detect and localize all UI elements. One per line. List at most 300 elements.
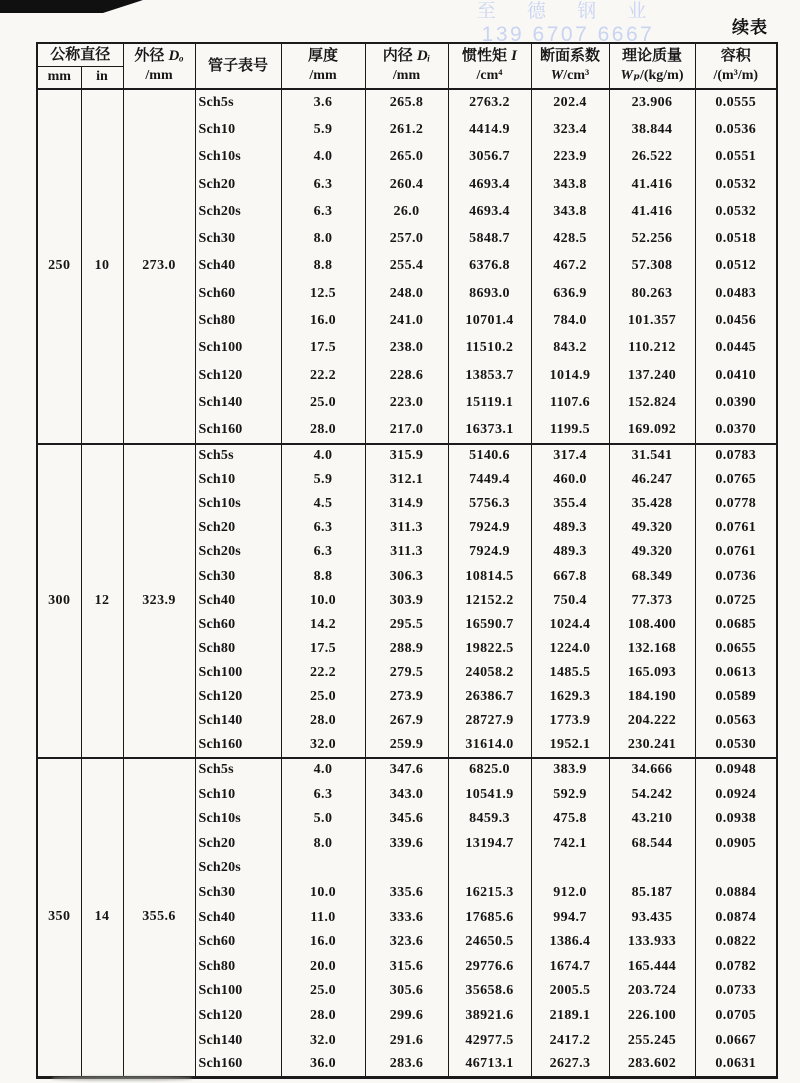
cell-schedule: Sch30 [195, 565, 281, 589]
cell-schedule: Sch10 [195, 468, 281, 492]
scan-corner-artifact [0, 0, 143, 13]
cell-thickness: 25.0 [281, 389, 365, 416]
table-header [37, 43, 777, 89]
cell-inner-diameter: 311.3 [365, 540, 448, 564]
cell-volume: 0.0551 [695, 144, 777, 171]
table-row [37, 444, 777, 468]
cell-section-modulus: 667.8 [531, 565, 609, 589]
cell-schedule: Sch5s [195, 758, 281, 783]
cell-inner-diameter: 312.1 [365, 468, 448, 492]
cell-thickness: 22.2 [281, 661, 365, 685]
table-body [37, 89, 777, 1077]
cell-section-modulus: 1014.9 [531, 362, 609, 389]
cell-schedule: Sch10s [195, 144, 281, 171]
cell-inner-diameter: 241.0 [365, 307, 448, 334]
cell-mass: 133.933 [609, 930, 695, 955]
cell-inner-diameter: 315.9 [365, 444, 448, 468]
cell-mass: 68.349 [609, 565, 695, 589]
cell-thickness: 8.0 [281, 831, 365, 856]
cell-thickness: 10.0 [281, 881, 365, 906]
cell-inner-diameter: 265.8 [365, 89, 448, 116]
cell-thickness: 22.2 [281, 362, 365, 389]
cell-inner-diameter: 267.9 [365, 709, 448, 733]
cell-mass: 23.906 [609, 89, 695, 116]
cell-mass: 165.093 [609, 661, 695, 685]
cell-inertia: 16373.1 [448, 417, 531, 444]
col-header-inner-diameter: 内径 Dᵢ /mm [365, 43, 448, 89]
cell-mass: 46.247 [609, 468, 695, 492]
cell-thickness: 16.0 [281, 307, 365, 334]
cell-inertia: 3056.7 [448, 144, 531, 171]
cell-volume: 0.0512 [695, 253, 777, 280]
cell-mass: 43.210 [609, 807, 695, 832]
cell-section-modulus: 750.4 [531, 589, 609, 613]
cell-inner-diameter: 279.5 [365, 661, 448, 685]
cell-thickness: 17.5 [281, 637, 365, 661]
cell-schedule: Sch10 [195, 116, 281, 143]
cell-inner-diameter: 223.0 [365, 389, 448, 416]
cell-schedule: Sch20s [195, 856, 281, 881]
cell-volume: 0.0761 [695, 540, 777, 564]
cell-inner-diameter: 299.6 [365, 1004, 448, 1029]
cell-dn-in: 14 [81, 758, 123, 1078]
cell-inner-diameter: 265.0 [365, 144, 448, 171]
cell-thickness: 4.0 [281, 444, 365, 468]
cell-volume: 0.0705 [695, 1004, 777, 1029]
cell-volume: 0.0765 [695, 468, 777, 492]
cell-volume: 0.0884 [695, 881, 777, 906]
cell-inner-diameter: 343.0 [365, 782, 448, 807]
col-header-mm: mm [37, 66, 81, 89]
cell-mass: 57.308 [609, 253, 695, 280]
cell-inertia: 26386.7 [448, 685, 531, 709]
cell-inertia: 29776.6 [448, 954, 531, 979]
cell-volume: 0.0822 [695, 930, 777, 955]
cell-section-modulus: 489.3 [531, 540, 609, 564]
cell-section-modulus: 343.8 [531, 198, 609, 225]
cell-section-modulus: 1024.4 [531, 613, 609, 637]
cell-section-modulus: 742.1 [531, 831, 609, 856]
cell-mass: 137.240 [609, 362, 695, 389]
col-header-section-modulus: 断面系数 W/cm³ [531, 43, 609, 89]
cell-section-modulus: 223.9 [531, 144, 609, 171]
cell-schedule: Sch80 [195, 637, 281, 661]
cell-inner-diameter: 347.6 [365, 758, 448, 783]
cell-thickness: 8.8 [281, 253, 365, 280]
cell-schedule: Sch60 [195, 930, 281, 955]
scan-smudge-artifact [52, 1076, 192, 1081]
cell-inner-diameter: 26.0 [365, 198, 448, 225]
cell-thickness: 16.0 [281, 930, 365, 955]
section-symbol: W [550, 67, 564, 83]
cell-inner-diameter: 314.9 [365, 492, 448, 516]
cell-inner-diameter: 323.6 [365, 930, 448, 955]
cell-mass: 34.666 [609, 758, 695, 783]
cell-thickness: 11.0 [281, 905, 365, 930]
cell-section-modulus: 1199.5 [531, 417, 609, 444]
cell-thickness: 5.9 [281, 468, 365, 492]
cell-inner-diameter: 259.9 [365, 734, 448, 758]
cell-inertia: 13194.7 [448, 831, 531, 856]
cell-inner-diameter: 288.9 [365, 637, 448, 661]
cell-section-modulus: 1629.3 [531, 685, 609, 709]
cell-section-modulus: 489.3 [531, 516, 609, 540]
cell-mass: 226.100 [609, 1004, 695, 1029]
cell-section-modulus [531, 856, 609, 881]
cell-thickness: 4.5 [281, 492, 365, 516]
cell-mass: 77.373 [609, 589, 695, 613]
cell-volume: 0.0761 [695, 516, 777, 540]
cell-inertia: 4693.4 [448, 171, 531, 198]
cell-section-modulus: 343.8 [531, 171, 609, 198]
cell-section-modulus: 355.4 [531, 492, 609, 516]
cell-inner-diameter: 283.6 [365, 1053, 448, 1078]
cell-inner-diameter: 305.6 [365, 979, 448, 1004]
cell-inner-diameter: 345.6 [365, 807, 448, 832]
cell-mass: 80.263 [609, 280, 695, 307]
cell-section-modulus: 843.2 [531, 335, 609, 362]
cell-volume: 0.0518 [695, 225, 777, 252]
cell-mass: 101.357 [609, 307, 695, 334]
cell-mass: 31.541 [609, 444, 695, 468]
cell-inertia: 8459.3 [448, 807, 531, 832]
cell-inner-diameter: 248.0 [365, 280, 448, 307]
id-symbol: Dᵢ [416, 48, 431, 65]
cell-schedule: Sch100 [195, 335, 281, 362]
cell-inertia: 17685.6 [448, 905, 531, 930]
cell-inertia: 7449.4 [448, 468, 531, 492]
cell-thickness: 32.0 [281, 1028, 365, 1053]
pipe-dimensions-table [36, 42, 778, 1079]
cell-schedule: Sch40 [195, 905, 281, 930]
cell-thickness: 6.3 [281, 540, 365, 564]
cell-inertia: 11510.2 [448, 335, 531, 362]
cell-volume: 0.0736 [695, 565, 777, 589]
cell-inertia: 10814.5 [448, 565, 531, 589]
cell-inner-diameter: 261.2 [365, 116, 448, 143]
cell-thickness: 28.0 [281, 709, 365, 733]
cell-inner-diameter [365, 856, 448, 881]
cell-inner-diameter: 273.9 [365, 685, 448, 709]
cell-volume: 0.0938 [695, 807, 777, 832]
cell-thickness: 6.3 [281, 198, 365, 225]
cell-thickness: 8.0 [281, 225, 365, 252]
cell-outer-diameter: 355.6 [123, 758, 195, 1078]
cell-section-modulus: 428.5 [531, 225, 609, 252]
cell-volume: 0.0390 [695, 389, 777, 416]
cell-dn-in: 10 [81, 89, 123, 444]
cell-mass: 54.242 [609, 782, 695, 807]
cell-inner-diameter: 335.6 [365, 881, 448, 906]
cell-schedule: Sch100 [195, 661, 281, 685]
cell-schedule: Sch80 [195, 954, 281, 979]
cell-volume: 0.0589 [695, 685, 777, 709]
cell-thickness: 6.3 [281, 171, 365, 198]
col-header-in: in [81, 66, 123, 89]
cell-volume: 0.0536 [695, 116, 777, 143]
cell-mass: 49.320 [609, 516, 695, 540]
cell-schedule: Sch60 [195, 613, 281, 637]
cell-inertia [448, 856, 531, 881]
cell-schedule: Sch30 [195, 225, 281, 252]
cell-volume: 0.0948 [695, 758, 777, 783]
cell-inertia: 13853.7 [448, 362, 531, 389]
cell-schedule: Sch5s [195, 444, 281, 468]
watermark-company: 至 德 钢 业 [476, 1, 660, 22]
cell-mass: 152.824 [609, 389, 695, 416]
cell-mass: 283.602 [609, 1053, 695, 1078]
cell-dn-in: 12 [81, 444, 123, 758]
cell-inner-diameter: 238.0 [365, 335, 448, 362]
cell-section-modulus: 1674.7 [531, 954, 609, 979]
cell-volume [695, 856, 777, 881]
inertia-symbol: I [511, 48, 518, 65]
cell-volume: 0.0613 [695, 661, 777, 685]
cell-volume: 0.0555 [695, 89, 777, 116]
cell-inertia: 8693.0 [448, 280, 531, 307]
cell-volume: 0.0685 [695, 613, 777, 637]
cell-mass: 204.222 [609, 709, 695, 733]
cell-mass: 203.724 [609, 979, 695, 1004]
cell-inner-diameter: 257.0 [365, 225, 448, 252]
cell-section-modulus: 2417.2 [531, 1028, 609, 1053]
cell-inner-diameter: 333.6 [365, 905, 448, 930]
cell-thickness: 4.0 [281, 758, 365, 783]
cell-thickness: 14.2 [281, 613, 365, 637]
cell-schedule: Sch160 [195, 734, 281, 758]
watermark-phone: 139 6707 6667 [481, 23, 655, 46]
cell-section-modulus: 383.9 [531, 758, 609, 783]
cell-inner-diameter: 306.3 [365, 565, 448, 589]
cell-volume: 0.0370 [695, 417, 777, 444]
cell-inner-diameter: 315.6 [365, 954, 448, 979]
cell-mass: 110.212 [609, 335, 695, 362]
cell-inertia: 6376.8 [448, 253, 531, 280]
cell-section-modulus: 1386.4 [531, 930, 609, 955]
cell-mass: 93.435 [609, 905, 695, 930]
cell-section-modulus: 912.0 [531, 881, 609, 906]
cell-mass: 85.187 [609, 881, 695, 906]
cell-schedule: Sch80 [195, 307, 281, 334]
cell-mass: 132.168 [609, 637, 695, 661]
cell-inertia: 28727.9 [448, 709, 531, 733]
col-header-outer-diameter: 外径 Dₒ /mm [123, 43, 195, 89]
cell-section-modulus: 1773.9 [531, 709, 609, 733]
cell-section-modulus: 784.0 [531, 307, 609, 334]
cell-inertia: 24650.5 [448, 930, 531, 955]
cell-mass: 68.544 [609, 831, 695, 856]
cell-section-modulus: 1224.0 [531, 637, 609, 661]
cell-schedule: Sch5s [195, 89, 281, 116]
cell-mass: 26.522 [609, 144, 695, 171]
cell-inertia: 19822.5 [448, 637, 531, 661]
cell-volume: 0.0733 [695, 979, 777, 1004]
cell-inertia: 5140.6 [448, 444, 531, 468]
cell-inner-diameter: 291.6 [365, 1028, 448, 1053]
cell-inner-diameter: 295.5 [365, 613, 448, 637]
cell-inertia: 16215.3 [448, 881, 531, 906]
cell-outer-diameter: 323.9 [123, 444, 195, 758]
cell-thickness: 28.0 [281, 1004, 365, 1029]
cell-volume: 0.0667 [695, 1028, 777, 1053]
cell-thickness: 36.0 [281, 1053, 365, 1078]
cell-schedule: Sch100 [195, 979, 281, 1004]
cell-dn-mm: 350 [37, 758, 81, 1078]
cell-schedule: Sch140 [195, 389, 281, 416]
header-row-1 [37, 43, 777, 66]
cell-schedule: Sch30 [195, 881, 281, 906]
watermark [448, 2, 688, 45]
cell-inertia: 5756.3 [448, 492, 531, 516]
cell-thickness: 5.0 [281, 807, 365, 832]
cell-section-modulus: 467.2 [531, 253, 609, 280]
cell-mass: 52.256 [609, 225, 695, 252]
cell-schedule: Sch120 [195, 685, 281, 709]
cell-thickness: 4.0 [281, 144, 365, 171]
cell-mass: 35.428 [609, 492, 695, 516]
cell-inertia: 4414.9 [448, 116, 531, 143]
continued-table-label: 续表 [732, 18, 768, 37]
cell-mass: 38.844 [609, 116, 695, 143]
col-header-volume: 容积 /(m³/m) [695, 43, 777, 89]
cell-volume: 0.0924 [695, 782, 777, 807]
cell-inner-diameter: 260.4 [365, 171, 448, 198]
cell-inner-diameter: 228.6 [365, 362, 448, 389]
cell-schedule: Sch20 [195, 516, 281, 540]
cell-volume: 0.0532 [695, 171, 777, 198]
cell-section-modulus: 2627.3 [531, 1053, 609, 1078]
cell-mass: 255.245 [609, 1028, 695, 1053]
cell-volume: 0.0530 [695, 734, 777, 758]
cell-section-modulus: 460.0 [531, 468, 609, 492]
cell-volume: 0.0655 [695, 637, 777, 661]
cell-outer-diameter: 273.0 [123, 89, 195, 444]
cell-schedule: Sch10s [195, 807, 281, 832]
cell-inner-diameter: 339.6 [365, 831, 448, 856]
cell-thickness: 10.0 [281, 589, 365, 613]
cell-section-modulus: 2005.5 [531, 979, 609, 1004]
col-header-thickness: 厚度 /mm [281, 43, 365, 89]
col-header-nominal-diameter: 公称直径 [37, 43, 123, 66]
od-symbol: Dₒ [168, 48, 184, 65]
cell-inertia: 35658.6 [448, 979, 531, 1004]
cell-inertia: 15119.1 [448, 389, 531, 416]
cell-inner-diameter: 311.3 [365, 516, 448, 540]
cell-section-modulus: 1485.5 [531, 661, 609, 685]
cell-section-modulus: 317.4 [531, 444, 609, 468]
cell-inertia: 10541.9 [448, 782, 531, 807]
table-row [37, 758, 777, 783]
cell-volume: 0.0410 [695, 362, 777, 389]
cell-volume: 0.0631 [695, 1053, 777, 1078]
cell-inertia: 2763.2 [448, 89, 531, 116]
cell-schedule: Sch160 [195, 417, 281, 444]
cell-inertia: 24058.2 [448, 661, 531, 685]
cell-section-modulus: 475.8 [531, 807, 609, 832]
cell-inertia: 5848.7 [448, 225, 531, 252]
cell-inner-diameter: 303.9 [365, 589, 448, 613]
cell-thickness: 6.3 [281, 516, 365, 540]
cell-thickness: 25.0 [281, 979, 365, 1004]
cell-inertia: 16590.7 [448, 613, 531, 637]
cell-inertia: 46713.1 [448, 1053, 531, 1078]
cell-schedule: Sch20s [195, 198, 281, 225]
cell-inertia: 4693.4 [448, 198, 531, 225]
cell-mass [609, 856, 695, 881]
cell-section-modulus: 1107.6 [531, 389, 609, 416]
cell-thickness [281, 856, 365, 881]
cell-inertia: 7924.9 [448, 516, 531, 540]
cell-mass: 41.416 [609, 198, 695, 225]
table-row [37, 89, 777, 116]
cell-schedule: Sch10s [195, 492, 281, 516]
cell-schedule: Sch40 [195, 253, 281, 280]
cell-inertia: 31614.0 [448, 734, 531, 758]
cell-volume: 0.0483 [695, 280, 777, 307]
cell-schedule: Sch20 [195, 171, 281, 198]
cell-inertia: 10701.4 [448, 307, 531, 334]
cell-section-modulus: 592.9 [531, 782, 609, 807]
cell-mass: 108.400 [609, 613, 695, 637]
cell-thickness: 8.8 [281, 565, 365, 589]
col-header-schedule: 管子表号 [195, 43, 281, 89]
cell-thickness: 12.5 [281, 280, 365, 307]
cell-schedule: Sch60 [195, 280, 281, 307]
cell-thickness: 28.0 [281, 417, 365, 444]
cell-volume: 0.0532 [695, 198, 777, 225]
cell-volume: 0.0783 [695, 444, 777, 468]
cell-section-modulus: 323.4 [531, 116, 609, 143]
cell-volume: 0.0874 [695, 905, 777, 930]
cell-volume: 0.0905 [695, 831, 777, 856]
cell-thickness: 3.6 [281, 89, 365, 116]
cell-section-modulus: 994.7 [531, 905, 609, 930]
col-header-inertia: 惯性矩 I /cm⁴ [448, 43, 531, 89]
cell-schedule: Sch120 [195, 362, 281, 389]
cell-dn-mm: 250 [37, 89, 81, 444]
cell-schedule: Sch140 [195, 1028, 281, 1053]
cell-mass: 41.416 [609, 171, 695, 198]
cell-inertia: 12152.2 [448, 589, 531, 613]
cell-volume: 0.0725 [695, 589, 777, 613]
cell-mass: 169.092 [609, 417, 695, 444]
cell-inertia: 42977.5 [448, 1028, 531, 1053]
cell-schedule: Sch10 [195, 782, 281, 807]
cell-inertia: 38921.6 [448, 1004, 531, 1029]
cell-mass: 49.320 [609, 540, 695, 564]
cell-inner-diameter: 217.0 [365, 417, 448, 444]
cell-section-modulus: 1952.1 [531, 734, 609, 758]
cell-volume: 0.0782 [695, 954, 777, 979]
cell-thickness: 32.0 [281, 734, 365, 758]
cell-thickness: 20.0 [281, 954, 365, 979]
cell-thickness: 25.0 [281, 685, 365, 709]
cell-volume: 0.0445 [695, 335, 777, 362]
cell-mass: 165.444 [609, 954, 695, 979]
cell-schedule: Sch140 [195, 709, 281, 733]
cell-schedule: Sch20s [195, 540, 281, 564]
cell-inner-diameter: 255.4 [365, 253, 448, 280]
cell-thickness: 5.9 [281, 116, 365, 143]
cell-schedule: Sch40 [195, 589, 281, 613]
cell-schedule: Sch120 [195, 1004, 281, 1029]
cell-volume: 0.0456 [695, 307, 777, 334]
col-header-mass: 理论质量 Wₚ/(kg/m) [609, 43, 695, 89]
cell-inertia: 6825.0 [448, 758, 531, 783]
cell-thickness: 17.5 [281, 335, 365, 362]
cell-inertia: 7924.9 [448, 540, 531, 564]
cell-section-modulus: 636.9 [531, 280, 609, 307]
